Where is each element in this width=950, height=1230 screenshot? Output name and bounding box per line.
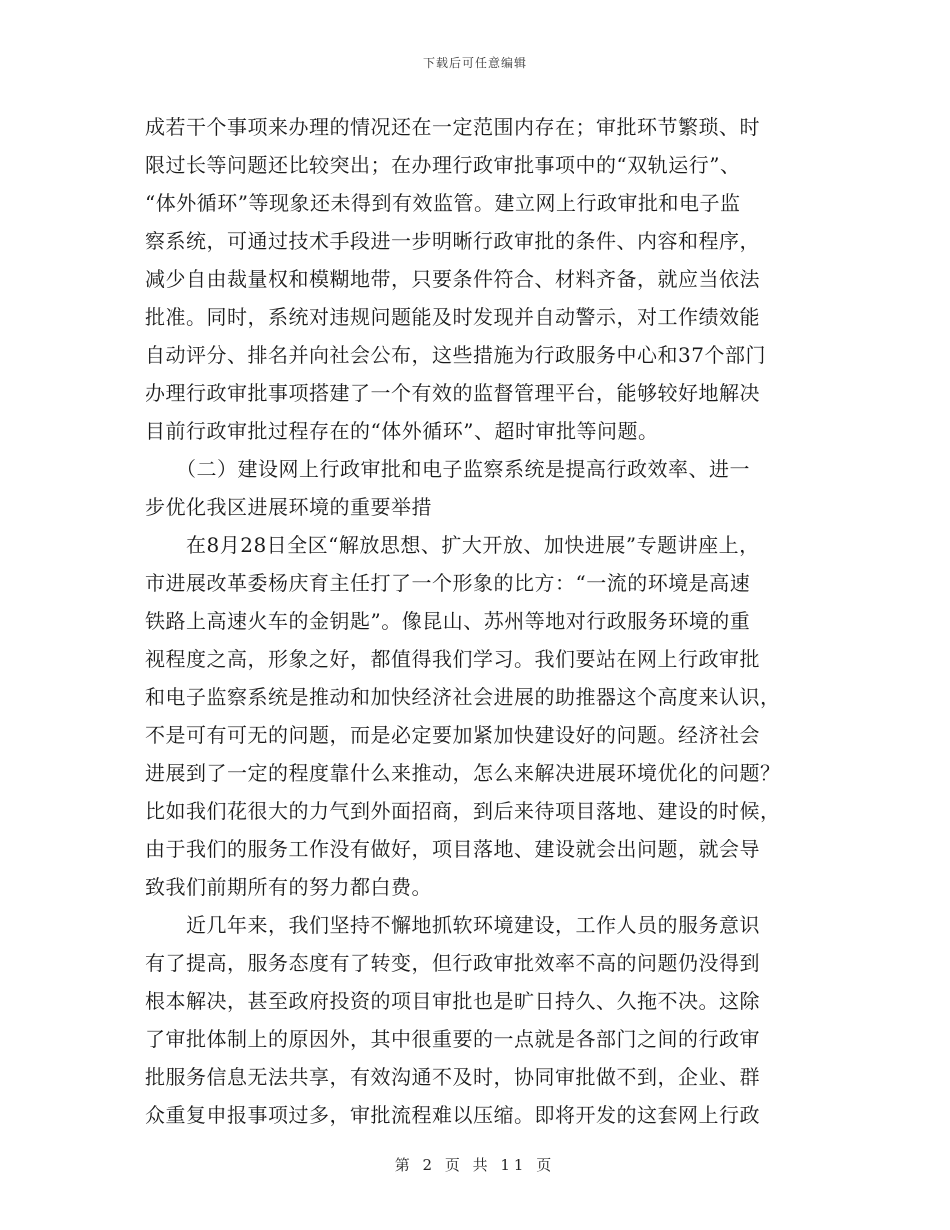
- text-line: 由于我们的服务工作没有做好，项目落地、建设就会出问题，就会导: [145, 837, 760, 861]
- text-line: “体外循环”等现象还未得到有效监管。建立网上行政审批和电子监: [145, 191, 741, 215]
- text-line: 察系统，可通过技术手段进一步明晰行政审批的条件、内容和程序，: [145, 229, 760, 253]
- text-line: 铁路上高速火车的金钥匙”。像昆山、苏州等地对行政服务环境的重: [145, 609, 751, 633]
- text-line: 有了提高，服务态度有了转变，但行政审批效率不高的问题仍没得到: [145, 951, 760, 975]
- text-line: 近几年来，我们坚持不懈地抓软环境建设，工作人员的服务意识: [145, 913, 760, 937]
- text-line: 市进展改革委杨庆育主任打了一个形象的比方：“一流的环境是高速: [145, 571, 751, 595]
- text-line: 比如我们花很大的力气到外面招商，到后来待项目落地、建设的时候，: [145, 799, 781, 823]
- text-line: 视程度之高，形象之好，都值得我们学习。我们要站在网上行政审批: [145, 647, 760, 671]
- text-line: 办理行政审批事项搭建了一个有效的监督管理平台，能够较好地解决: [145, 381, 760, 405]
- text-line: 和电子监察系统是推动和加快经济社会进展的助推器这个高度来认识，: [145, 685, 781, 709]
- text-line: 自动评分、排名并向社会公布，这些措施为行政服务中心和37个部门: [145, 343, 766, 367]
- text-line: 批服务信息无法共享，有效沟通不及时，协同审批做不到，企业、群: [145, 1065, 760, 1089]
- header-note: 下载后可任意编辑: [422, 56, 527, 70]
- text-line: 目前行政审批过程存在的“体外循环”、超时审批等问题。: [145, 419, 659, 443]
- text-line: 致我们前期所有的努力都白费。: [145, 875, 432, 899]
- text-line: 成若干个事项来办理的情况还在一定范围内存在；审批环节繁琐、时: [145, 115, 760, 139]
- text-line: 批准。同时，系统对违规问题能及时发现并自动警示，对工作绩效能: [145, 305, 760, 329]
- body-text: [145, 108, 815, 1134]
- text-line: 不是可有可无的问题，而是必定要加紧加快建设好的问题。经济社会: [145, 723, 760, 747]
- page-number-footer: 第 2 页 共 11 页: [394, 1156, 556, 1174]
- text-line: 了审批体制上的原因外，其中很重要的一点就是各部门之间的行政审: [145, 1027, 760, 1051]
- section-heading-line: 步优化我区进展环境的重要举措: [145, 495, 432, 519]
- text-line: 在8月28日全区“解放思想、扩大开放、加快进展”专题讲座上，: [145, 533, 760, 557]
- text-line: 减少自由裁量权和模糊地带，只要条件符合、材料齐备，就应当依法: [145, 267, 760, 291]
- text-line: 限过长等问题还比较突出；在办理行政审批事项中的“双轨运行”、: [145, 153, 741, 177]
- text-line: 根本解决，甚至政府投资的项目审批也是旷日持久、久拖不决。这除: [145, 989, 760, 1013]
- text-line: 众重复申报事项过多，审批流程难以压缩。即将开发的这套网上行政: [145, 1103, 760, 1127]
- section-heading-line: （二）建设网上行政审批和电子监察系统是提高行政效率、进一: [145, 457, 750, 481]
- text-line: 进展到了一定的程度靠什么来推动，怎么来解决进展环境优化的问题？: [145, 761, 781, 785]
